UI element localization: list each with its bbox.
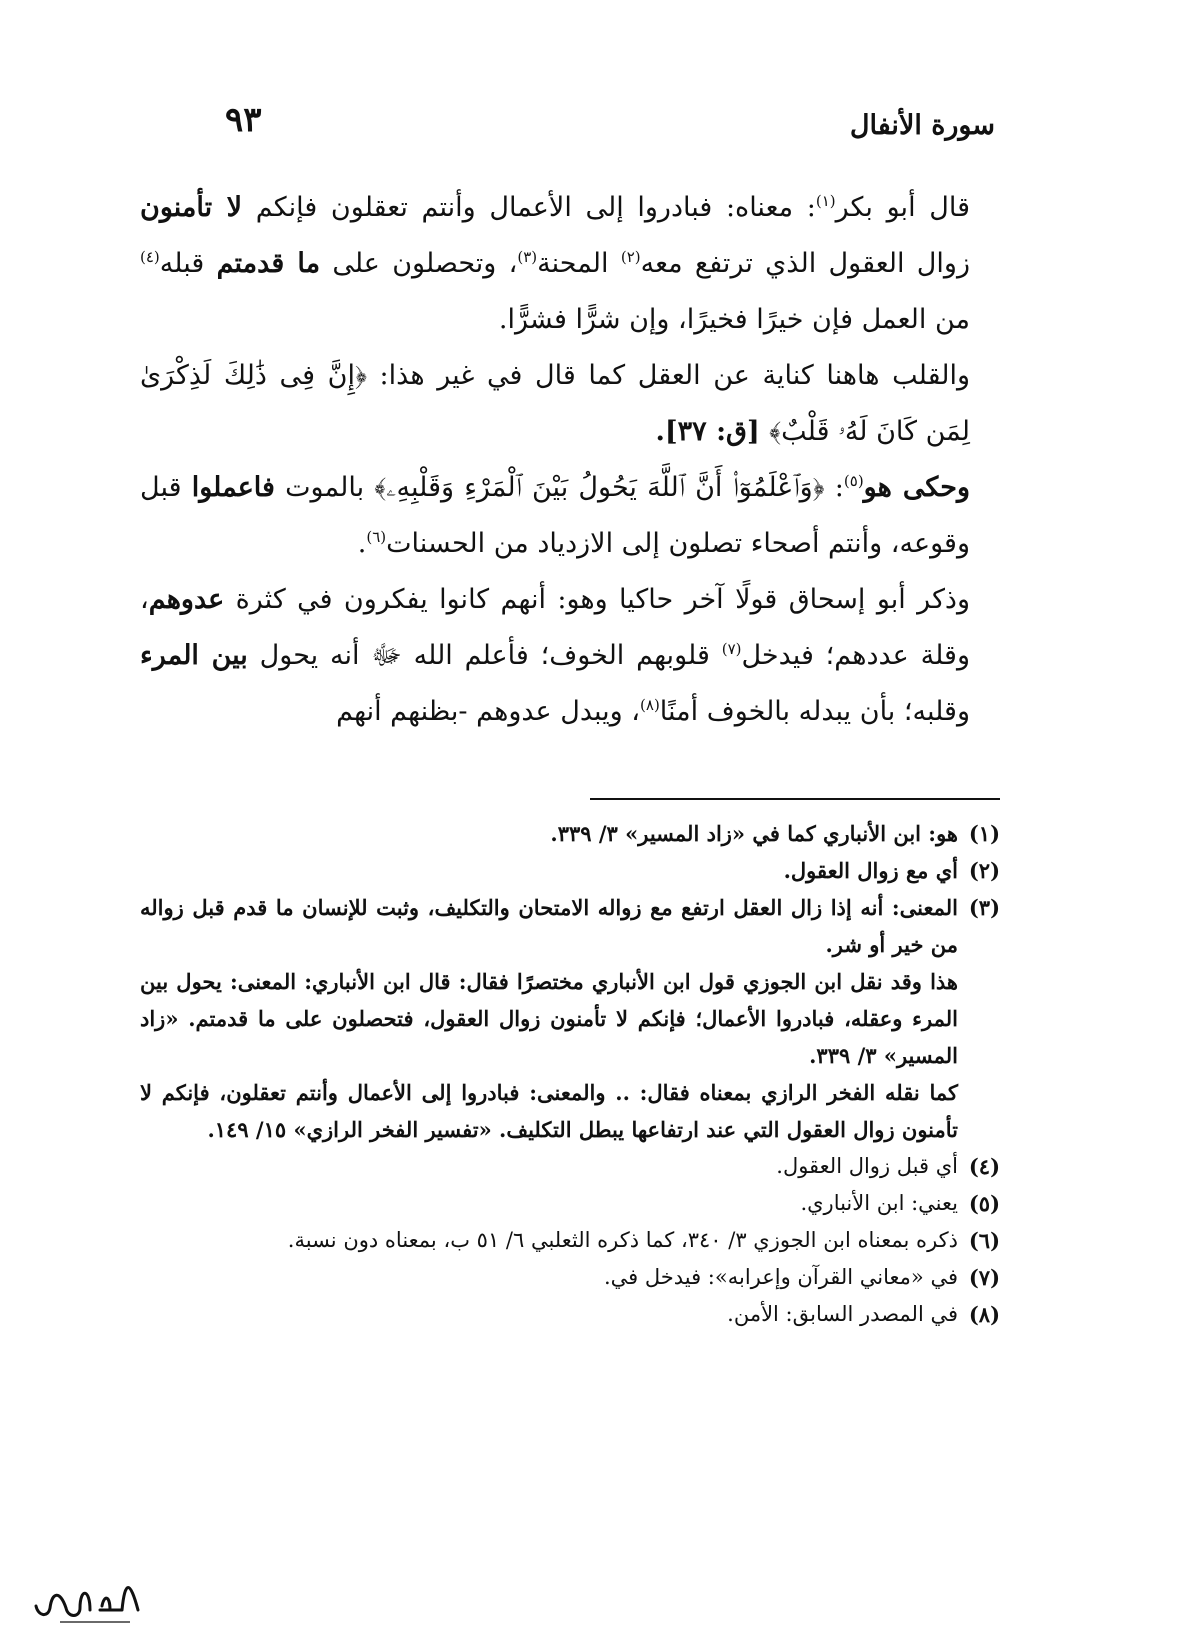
footnote-ref: (٧) [721, 640, 742, 658]
footnote-number: (٤) [968, 1154, 1000, 1179]
quran-verse: ﴿وَٱعْلَمُوٓا۟ أَنَّ ٱللَّهَ يَحُولُ بَيْنَ ٱلْمَرْءِ وَقَلْبِهِۦ﴾ [374, 472, 825, 503]
paragraph-1 [140, 180, 1000, 348]
text-span: قبله [159, 248, 217, 279]
footnote-ref: (١) [815, 192, 836, 210]
page-header [205, 100, 995, 150]
text-span: قبل وقوعه، وأنتم أصحاء تصلون إلى الازدياد من الحسنات [140, 472, 970, 559]
page-number: ٩٣ [225, 100, 262, 140]
footnote-line: هو: ابن الأنباري كما في «زاد المسير» ٣/ ٣٣٩. [550, 821, 958, 846]
footnote-ref: (٤) [140, 248, 160, 266]
text-span: بالموت [285, 472, 375, 503]
footnote-number: (١) [968, 821, 1000, 846]
text-span: والقلب هاهنا كناية عن العقل كما قال في غير هذا: [366, 360, 970, 391]
footnote-line: ذكره بمعناه ابن الجوزي ٣/ ٣٤٠، كما ذكره الثعلبي ٦/ ٥١ ب، بمعناه دون نسبة. [287, 1228, 958, 1252]
footnote-2 [140, 852, 1000, 889]
footnote-text [140, 852, 958, 889]
text-span: وذكر أبو إسحاق قولًا آخر حاكيا وهو: أنهم كانوا يفكرون في كثرة [235, 584, 970, 615]
text-span: قلوبهم الخوف؛ فأعلم الله ﷻ أنه يحول [259, 640, 722, 671]
text-span: من العمل فإن خيرًا فخيرًا، وإن شرًّا فشرًّا. [498, 304, 970, 335]
paragraph-3 [140, 460, 1000, 572]
footnote-4 [140, 1148, 1000, 1185]
footnote-5 [140, 1185, 1000, 1222]
footnote-text [140, 889, 958, 1148]
footnote-ref: (٥) [843, 472, 864, 490]
bold-phrase: بين المرء [140, 640, 248, 671]
footnote-line: أي مع زوال العقول. [783, 858, 958, 883]
footnote-1 [140, 815, 1000, 852]
footnote-7 [140, 1259, 1000, 1296]
footnote-number: (٨) [968, 1302, 1000, 1327]
footnote-separator [590, 798, 1000, 800]
footnote-line: في «معاني القرآن وإعرابه»: فيدخل في. [603, 1265, 958, 1289]
text-span: : [824, 472, 844, 503]
footnote-text [140, 1296, 958, 1333]
paragraph-4 [140, 572, 1000, 740]
paragraph-2 [140, 348, 1000, 460]
footnote-3 [140, 889, 1000, 1148]
footnote-text [140, 1259, 958, 1296]
text-span: ، وتحصلون على [332, 248, 518, 279]
footnote-number: (٦) [968, 1228, 1000, 1253]
bold-phrase: وحكى هو [863, 472, 971, 503]
footnote-text [140, 815, 958, 852]
bold-phrase: فاعملوا [191, 472, 275, 503]
footnote-line: أي قبل زوال العقول. [776, 1154, 958, 1178]
footnote-line: هذا وقد نقل ابن الجوزي قول ابن الأنباري مختصرًا فقال: قال ابن الأنباري: المعنى: يحول بين المرء وعقله، فبادروا الأعمال؛ فإنكم لا تأمنون زوال العقول، فتحصلون على ما قدمتم. «زاد المسير» ٣/ ٣٣٩. [140, 969, 958, 1068]
footnote-line: كما نقله الفخر الرازي بمعناه فقال: .. والمعنى: فبادروا إلى الأعمال وأنتم تعقلون، فإنكم لا تأمنون زوال العقول التي عند ارتفاعها يبطل التكليف. «تفسير الفخر الرازي» ١٥/ ١٤٩. [140, 1080, 958, 1142]
footnote-number: (٥) [968, 1191, 1000, 1216]
footnote-line: يعني: ابن الأنباري. [800, 1191, 958, 1215]
text-span: زوال العقول الذي ترتفع معه [640, 248, 970, 279]
footnote-text [140, 1185, 958, 1222]
text-span: قال أبو بكر [835, 192, 970, 223]
text-span: المحنة [537, 248, 621, 279]
quran-verse: ﴿إِنَّ فِى ذَٰلِكَ لَذِكْرَىٰ لِمَن كَانَ لَهُۥ قَلْبٌ﴾ [140, 360, 970, 447]
text-span: . [357, 528, 367, 559]
publisher-logo [30, 1570, 150, 1630]
footnote-ref: (٦) [366, 528, 387, 546]
footnote-line: في المصدر السابق: الأمن. [727, 1302, 958, 1326]
text-span: : معناه: فبادروا إلى الأعمال وأنتم تعقلون فإنكم [255, 192, 816, 223]
main-text [140, 180, 1000, 740]
bold-phrase: ما قدمتم [216, 248, 321, 279]
text-span: ، وقلة عددهم؛ فيدخل [140, 584, 970, 671]
footnote-number: (٣) [968, 895, 1000, 920]
footnote-line: المعنى: أنه إذا زال العقل ارتفع مع زواله الامتحان والتكليف، وثبت للإنسان ما قدم قبل زواله من خير أو شر. [140, 895, 958, 957]
footnote-ref: (٣) [517, 248, 538, 266]
footnote-number: (٢) [968, 858, 1000, 883]
footnote-ref: (٢) [620, 248, 641, 266]
text-span: وقلبه؛ بأن يبدله بالخوف أمنًا [659, 696, 970, 727]
footnote-text [140, 1148, 958, 1185]
footnote-text [140, 1222, 958, 1259]
bold-phrase: عدوهم [148, 584, 225, 615]
text-span: ، ويبدل عدوهم -بظنهم أنهم [336, 696, 641, 727]
footnote-8 [140, 1296, 1000, 1333]
footnote-6 [140, 1222, 1000, 1259]
verse-reference: [ق: ٣٧]. [655, 416, 770, 447]
bold-phrase: لا تأمنون [140, 192, 243, 223]
footnote-number: (٧) [968, 1265, 1000, 1290]
footnote-ref: (٨) [640, 696, 660, 714]
footnotes [140, 815, 1000, 1333]
surah-title: سورة الأنفال [849, 110, 995, 141]
